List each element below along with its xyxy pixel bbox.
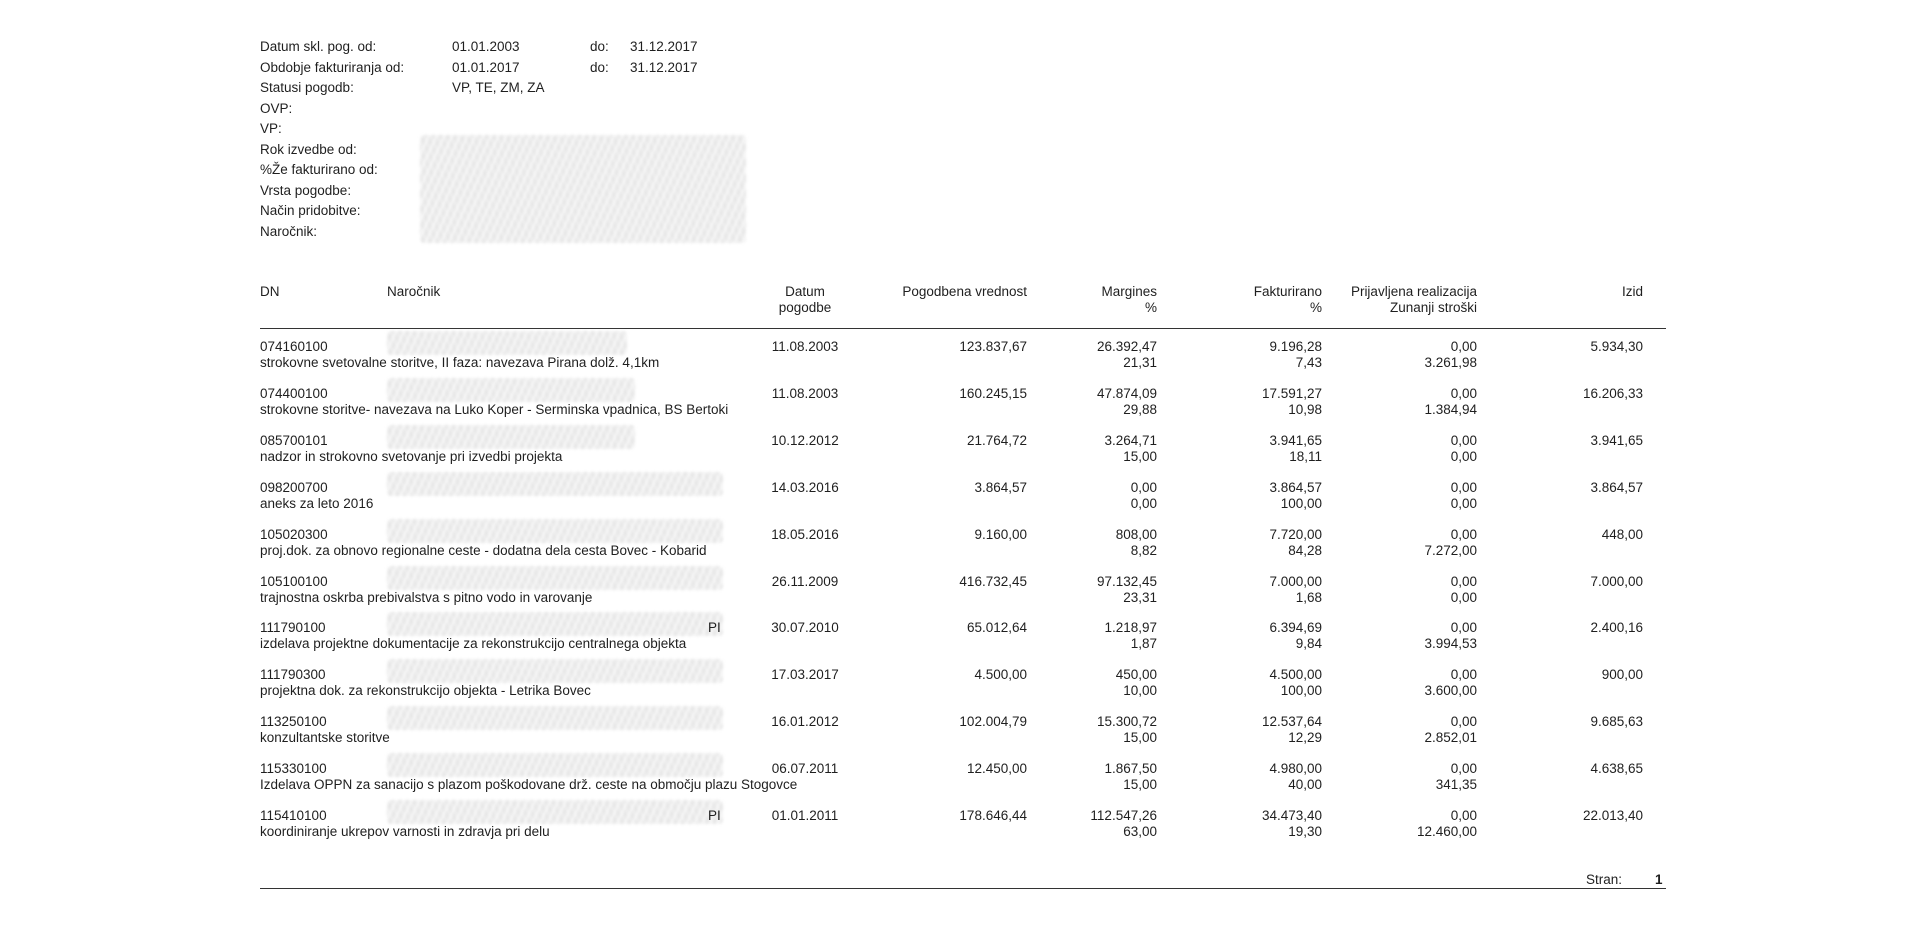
cell-fakturirano: 3.941,65	[1269, 432, 1322, 448]
cell-dn: 115330100	[260, 761, 327, 777]
cell-izid: 448,00	[1601, 526, 1643, 542]
cell-fakturirano-pct: 12,29	[1288, 730, 1322, 746]
col-header-dn: DN	[260, 284, 280, 299]
cell-fakturirano-pct: 10,98	[1288, 401, 1322, 417]
cell-description: strokovne svetovalne storitve, II faza: navezava Pirana dolž. 4,1km	[260, 355, 660, 370]
cell-realizacija: 0,00	[1450, 432, 1477, 448]
cell-fakturirano: 4.980,00	[1269, 761, 1322, 777]
cell-dn: 111790300	[260, 667, 326, 683]
col-header-fakturirano	[1200, 284, 1322, 316]
redacted-client-name	[387, 331, 627, 355]
cell-dn: 074400100	[260, 385, 328, 401]
cell-description: konzultantske storitve	[260, 730, 390, 746]
cell-fakturirano-pct: 9,84	[1295, 636, 1322, 652]
cell-datum: 18.05.2016	[771, 526, 839, 542]
cell-client-suffix: PI	[708, 808, 721, 823]
cell-vrednost: 65.012,64	[966, 620, 1027, 636]
redacted-client-name	[387, 753, 723, 777]
cell-zunanji: 3.994,53	[1424, 636, 1477, 652]
col-header-izid: Izid	[1621, 284, 1643, 299]
filter-to-label: do:	[590, 59, 609, 75]
cell-datum: 14.03.2016	[771, 479, 839, 495]
cell-vrednost: 102.004,79	[959, 714, 1027, 730]
redacted-client-name	[387, 706, 723, 730]
redacted-client-name	[387, 472, 723, 496]
footer-divider	[260, 888, 1666, 889]
cell-description: izdelava projektne dokumentacije za rekonstrukcijo centralnega objekta	[260, 636, 687, 652]
cell-margines: 1.867,50	[1104, 761, 1157, 777]
filter-label: Statusi pogodb:	[260, 80, 354, 95]
cell-margines-pct: 15,00	[1123, 448, 1157, 464]
filter-label: VP:	[260, 121, 282, 136]
cell-datum: 17.03.2017	[771, 667, 839, 683]
filter-value: VP, TE, ZM, ZA	[452, 80, 545, 95]
cell-vrednost: 416.732,45	[959, 573, 1027, 589]
filter-to-value: 31.12.2017	[630, 39, 698, 54]
filter-to-value: 31.12.2017	[630, 59, 698, 75]
cell-fakturirano-pct: 19,30	[1288, 824, 1322, 839]
cell-dn: 113250100	[260, 714, 327, 730]
cell-vrednost: 123.837,67	[959, 339, 1027, 354]
cell-realizacija: 0,00	[1450, 808, 1477, 823]
cell-margines: 0,00	[1130, 479, 1157, 495]
page-label: Stran:	[1586, 872, 1623, 887]
cell-dn: 111790100	[260, 620, 326, 636]
cell-dn: 074160100	[260, 339, 328, 354]
cell-realizacija: 0,00	[1450, 573, 1477, 589]
cell-zunanji: 12.460,00	[1416, 824, 1477, 839]
col-header-datum-line2: pogodbe	[778, 300, 832, 315]
cell-description: projektna dok. za rekonstrukcijo objekta - Letrika Bovec	[260, 683, 591, 699]
cell-margines: 1.218,97	[1104, 620, 1157, 636]
redacted-client-name	[387, 612, 723, 636]
cell-izid: 900,00	[1601, 667, 1643, 683]
cell-fakturirano: 9.196,28	[1269, 339, 1322, 354]
cell-realizacija: 0,00	[1450, 620, 1477, 636]
cell-fakturirano-pct: 100,00	[1280, 683, 1322, 699]
col-header-realizacija	[1320, 284, 1477, 316]
filter-value: 01.01.2003	[452, 39, 520, 54]
cell-fakturirano: 7.000,00	[1269, 573, 1322, 589]
cell-datum: 30.07.2010	[771, 620, 839, 636]
cell-zunanji: 0,00	[1450, 495, 1477, 511]
cell-fakturirano: 12.537,64	[1261, 714, 1322, 730]
filter-label: Rok izvedbe od:	[260, 141, 357, 157]
filter-value: 01.01.2017	[452, 59, 520, 75]
cell-zunanji: 3.600,00	[1424, 683, 1477, 699]
cell-margines-pct: 15,00	[1123, 777, 1157, 793]
cell-datum: 11.08.2003	[771, 339, 839, 354]
cell-realizacija: 0,00	[1450, 479, 1477, 495]
cell-description: Izdelava OPPN za sanacijo s plazom poškodovane drž. ceste na območju plazu Stogovce	[260, 777, 798, 793]
redacted-filter-values	[420, 135, 746, 243]
cell-vrednost: 9.160,00	[974, 526, 1027, 542]
cell-fakturirano: 17.591,27	[1261, 385, 1322, 401]
cell-margines: 97.132,45	[1096, 573, 1157, 589]
cell-margines-pct: 0,00	[1130, 495, 1157, 511]
cell-dn: 105100100	[260, 573, 328, 589]
filter-label: Datum skl. pog. od:	[260, 39, 377, 54]
cell-izid: 7.000,00	[1590, 573, 1643, 589]
cell-vrednost: 3.864,57	[974, 479, 1027, 495]
cell-margines-pct: 29,88	[1123, 401, 1157, 417]
cell-vrednost: 4.500,00	[974, 667, 1027, 683]
cell-vrednost: 21.764,72	[966, 432, 1027, 448]
cell-margines: 15.300,72	[1096, 714, 1157, 730]
filter-label: Naročnik:	[260, 223, 318, 239]
cell-datum: 01.01.2011	[771, 808, 839, 823]
cell-izid: 3.941,65	[1590, 432, 1643, 448]
cell-margines-pct: 63,00	[1123, 824, 1157, 839]
col-header-datum	[755, 284, 855, 316]
redacted-client-name	[387, 800, 723, 824]
cell-izid: 3.864,57	[1590, 479, 1643, 495]
cell-izid: 5.934,30	[1590, 339, 1643, 354]
col-header-vrednost: Pogodbena vrednost	[902, 284, 1027, 299]
cell-margines: 26.392,47	[1096, 339, 1157, 354]
cell-izid: 2.400,16	[1590, 620, 1643, 636]
cell-fakturirano: 4.500,00	[1269, 667, 1322, 683]
cell-dn: 105020300	[260, 526, 328, 542]
cell-izid: 4.638,65	[1590, 761, 1643, 777]
cell-datum: 26.11.2009	[771, 573, 839, 589]
col-header-datum-line1: Datum	[785, 284, 825, 299]
cell-datum: 16.01.2012	[771, 714, 839, 730]
col-header-margines-line1: Margines	[1101, 284, 1157, 299]
col-header-fakturirano-line1: Fakturirano	[1253, 284, 1322, 299]
cell-vrednost: 12.450,00	[966, 761, 1027, 777]
cell-vrednost: 178.646,44	[959, 808, 1027, 823]
cell-margines: 808,00	[1115, 526, 1157, 542]
redacted-client-name	[387, 425, 635, 449]
cell-fakturirano: 7.720,00	[1269, 526, 1322, 542]
cell-izid: 9.685,63	[1590, 714, 1643, 730]
cell-zunanji: 3.261,98	[1424, 355, 1477, 370]
cell-realizacija: 0,00	[1450, 714, 1477, 730]
redacted-client-name	[387, 378, 635, 402]
cell-realizacija: 0,00	[1450, 339, 1477, 354]
filter-label: Vrsta pogodbe:	[260, 182, 352, 198]
cell-margines-pct: 23,31	[1123, 589, 1157, 605]
filter-label: Način pridobitve:	[260, 203, 361, 218]
filter-label: %Že fakturirano od:	[260, 162, 378, 177]
cell-margines: 3.264,71	[1104, 432, 1157, 448]
cell-dn: 085700101	[260, 432, 328, 448]
cell-margines-pct: 8,82	[1130, 542, 1157, 558]
col-header-margines	[1040, 284, 1157, 316]
cell-dn: 098200700	[260, 479, 328, 495]
cell-fakturirano-pct: 100,00	[1280, 495, 1322, 511]
cell-description: proj.dok. za obnovo regionalne ceste - dodatna dela cesta Bovec - Kobarid	[260, 542, 707, 558]
cell-margines-pct: 1,87	[1130, 636, 1157, 652]
cell-izid: 22.013,40	[1582, 808, 1643, 823]
redacted-client-name	[387, 659, 723, 683]
cell-datum: 06.07.2011	[771, 761, 839, 777]
cell-margines: 450,00	[1115, 667, 1157, 683]
cell-fakturirano: 6.394,69	[1269, 620, 1322, 636]
filter-label: OVP:	[260, 100, 293, 116]
cell-fakturirano-pct: 84,28	[1288, 542, 1322, 558]
cell-realizacija: 0,00	[1450, 526, 1477, 542]
cell-zunanji: 1.384,94	[1424, 401, 1477, 417]
cell-margines-pct: 21,31	[1123, 355, 1157, 370]
col-header-margines-line2: %	[1144, 300, 1157, 315]
cell-margines-pct: 10,00	[1123, 683, 1157, 699]
redacted-client-name	[387, 566, 723, 590]
cell-realizacija: 0,00	[1450, 761, 1477, 777]
filter-to-label: do:	[590, 39, 609, 54]
col-header-realizacija-line2: Zunanji stroški	[1389, 300, 1477, 315]
page-number: 1	[1655, 872, 1663, 887]
cell-fakturirano-pct: 7,43	[1295, 355, 1322, 370]
cell-description: strokovne storitve- navezava na Luko Koper - Serminska vpadnica, BS Bertoki	[260, 401, 729, 417]
redacted-client-name	[387, 519, 723, 543]
cell-description: aneks za leto 2016	[260, 495, 374, 511]
cell-description: trajnostna oskrba prebivalstva s pitno vodo in varovanje	[260, 589, 593, 605]
col-header-realizacija-line1: Prijavljena realizacija	[1350, 284, 1477, 299]
cell-datum: 10.12.2012	[771, 432, 839, 448]
cell-description: nadzor in strokovno svetovanje pri izvedbi projekta	[260, 448, 563, 464]
cell-description: koordiniranje ukrepov varnosti in zdravja pri delu	[260, 824, 550, 839]
cell-fakturirano-pct: 40,00	[1288, 777, 1322, 793]
cell-margines: 112.547,26	[1090, 808, 1157, 823]
cell-fakturirano-pct: 1,68	[1295, 589, 1322, 605]
cell-margines: 47.874,09	[1096, 385, 1157, 401]
cell-dn: 115410100	[260, 808, 327, 823]
cell-datum: 11.08.2003	[771, 385, 839, 401]
cell-fakturirano: 34.473,40	[1261, 808, 1322, 823]
cell-zunanji: 341,35	[1435, 777, 1477, 793]
col-header-narocnik: Naročnik	[387, 284, 441, 299]
cell-realizacija: 0,00	[1450, 667, 1477, 683]
cell-izid: 16.206,33	[1582, 385, 1643, 401]
header-divider	[260, 328, 1666, 329]
cell-vrednost: 160.245,15	[959, 385, 1027, 401]
cell-margines-pct: 15,00	[1123, 730, 1157, 746]
filter-label: Obdobje fakturiranja od:	[260, 59, 405, 75]
col-header-fakturirano-line2: %	[1309, 300, 1322, 315]
cell-zunanji: 7.272,00	[1424, 542, 1477, 558]
cell-zunanji: 2.852,01	[1424, 730, 1477, 746]
cell-zunanji: 0,00	[1450, 589, 1477, 605]
cell-realizacija: 0,00	[1450, 385, 1477, 401]
cell-client-suffix: PI	[708, 620, 721, 636]
cell-zunanji: 0,00	[1450, 448, 1477, 464]
cell-fakturirano-pct: 18,11	[1289, 448, 1322, 464]
cell-fakturirano: 3.864,57	[1269, 479, 1322, 495]
